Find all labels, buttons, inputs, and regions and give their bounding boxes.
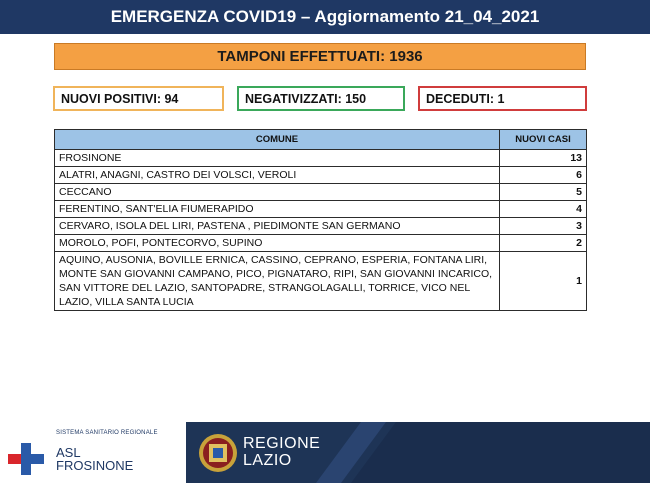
table-row [55, 218, 587, 235]
comune-cell: FROSINONE [55, 150, 500, 167]
regione-line2: LAZIO [243, 452, 292, 469]
nuovi-positivi-box: NUOVI POSITIVI: 94 [53, 86, 224, 111]
cases-table [54, 129, 587, 311]
table-header-row [55, 130, 587, 150]
column-header-comune: COMUNE [55, 130, 500, 150]
asl-subtitle: SISTEMA SANITARIO REGIONALE [56, 430, 158, 436]
casi-cell: 5 [500, 184, 587, 201]
regione-name [243, 435, 320, 469]
casi-cell: 13 [500, 150, 587, 167]
casi-cell: 6 [500, 167, 587, 184]
deceduti-box: DECEDUTI: 1 [418, 86, 587, 111]
negativizzati-box: NEGATIVIZZATI: 150 [237, 86, 405, 111]
asl-name [56, 446, 133, 472]
page-title: EMERGENZA COVID19 – Aggiornamento 21_04_2021 [0, 0, 650, 34]
regione-lazio-banner [186, 422, 650, 483]
asl-cross-icon [8, 443, 44, 475]
casi-cell: 2 [500, 235, 587, 252]
regione-emblem-icon [198, 433, 238, 473]
table-row [55, 201, 587, 218]
table-row [55, 252, 587, 311]
comune-cell: FERENTINO, SANT'ELIA FIUMERAPIDO [55, 201, 500, 218]
asl-name-line2: FROSINONE [56, 458, 134, 473]
comune-cell: MOROLO, POFI, PONTECORVO, SUPINO [55, 235, 500, 252]
column-header-nuovi-casi: NUOVI CASI [500, 130, 587, 150]
comune-cell: AQUINO, AUSONIA, BOVILLE ERNICA, CASSINO, CEPRANO, ESPERIA, FONTANA LIRI, MONTE SAN GIOVANNI CAMPANO, PICO, PIGNATARO, RIPI, SAN GIOVANNI INCARICO, SAN VITTORE DEL LAZIO, SANTOPADRE, STRANGOLAGALLI, TORRICE, VICO NEL LAZIO, VILLA SANTA LUCIA [55, 252, 500, 311]
table-row [55, 150, 587, 167]
table-row [55, 235, 587, 252]
casi-cell: 3 [500, 218, 587, 235]
regione-line1: REGIONE [243, 435, 321, 452]
asl-name-line1: ASL [56, 445, 81, 460]
tamponi-banner: TAMPONI EFFETTUATI: 1936 [54, 43, 586, 70]
casi-cell: 1 [500, 252, 587, 311]
casi-cell: 4 [500, 201, 587, 218]
table-row [55, 184, 587, 201]
comune-cell: CERVARO, ISOLA DEL LIRI, PASTENA , PIEDIMONTE SAN GERMANO [55, 218, 500, 235]
comune-cell: ALATRI, ANAGNI, CASTRO DEI VOLSCI, VEROLI [55, 167, 500, 184]
comune-cell: CECCANO [55, 184, 500, 201]
table-row [55, 167, 587, 184]
